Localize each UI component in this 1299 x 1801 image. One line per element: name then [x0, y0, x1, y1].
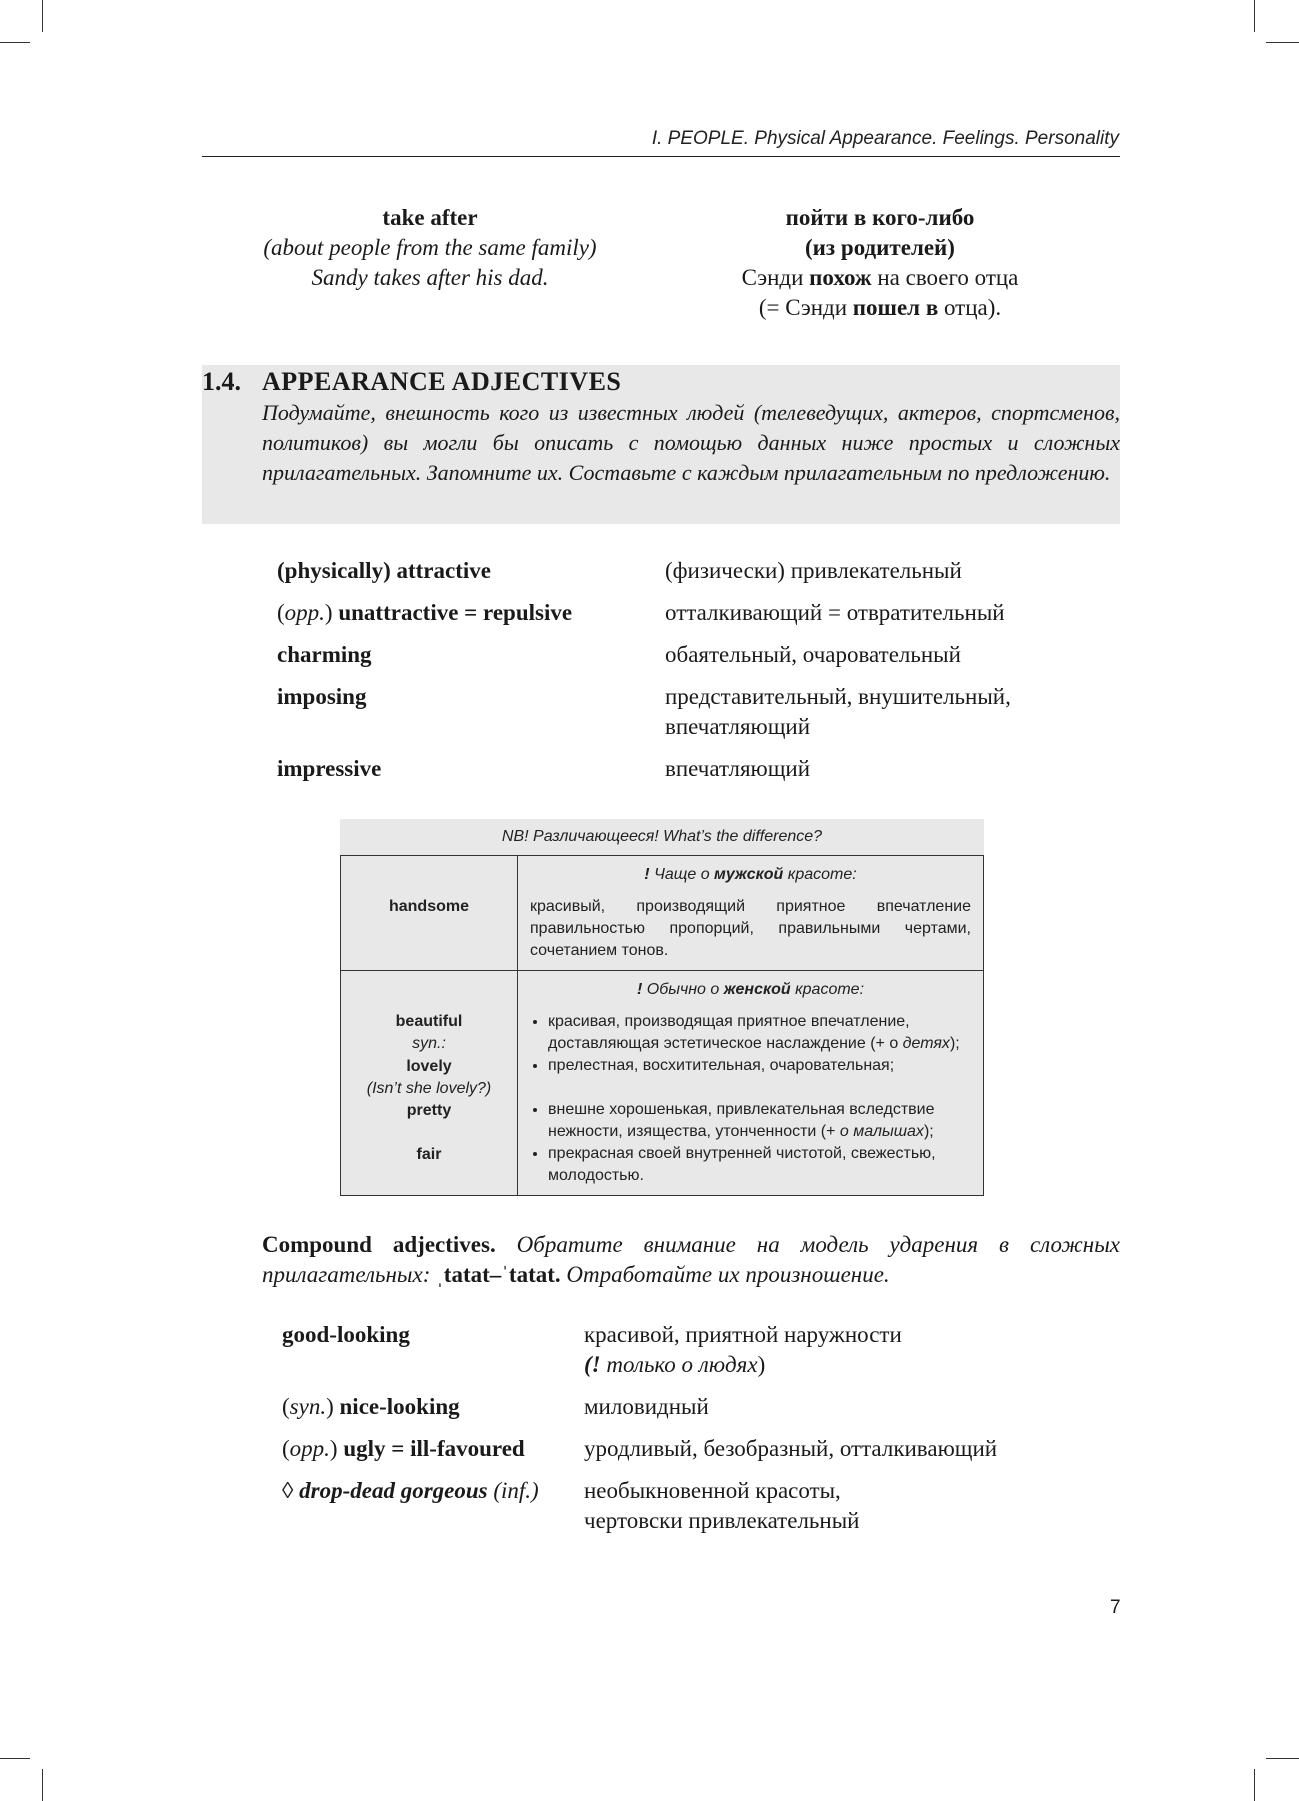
text-italic: Обратите внимание на модель ударения в сложных прилагательных: — [262, 1232, 1120, 1287]
mark: (! — [584, 1352, 601, 1377]
translation: впечатляющий — [665, 756, 811, 781]
term: pretty — [406, 1102, 452, 1120]
usage-note — [518, 971, 983, 1007]
translation: отталкивающий = отвратительный — [665, 600, 1005, 625]
crop-mark — [0, 1758, 30, 1759]
note: (about people from the same family) — [263, 235, 597, 260]
term: handsome — [388, 898, 469, 915]
compound-paragraph — [262, 1230, 1120, 1290]
table-cell — [341, 971, 518, 1196]
section-number: 1.4. — [202, 367, 241, 396]
term: nice-looking — [339, 1394, 460, 1419]
text: прелестная, восхитительная, очаровательная; — [548, 1057, 895, 1074]
vocab-term — [282, 1392, 460, 1422]
text: красоте: — [790, 981, 865, 998]
translation: (физически) привлекательный — [665, 558, 962, 583]
section-instructions: Подумайте, внешность кого из известных людей (телеведущих, актеров, спортсменов, политиков) вы могли бы описать с помощью данных ниже простых и сложных прилагательных. Запомните их. Составьте с каждым прилагательным по предложению. — [262, 400, 1120, 485]
nb-table — [340, 855, 984, 1196]
abbr: opp. — [284, 600, 325, 625]
abbr: opp. — [289, 1436, 330, 1461]
vocab-term — [277, 640, 372, 670]
text: Обычно о — [642, 981, 724, 998]
vocab-translation — [665, 598, 1005, 628]
translation: уродливый, безобразный, отталкивающий — [584, 1436, 998, 1461]
mark: ! — [636, 981, 643, 998]
text-italic: детях — [902, 1035, 950, 1052]
ru-term-note: (из родителей) — [805, 235, 955, 260]
text: Чаще о — [649, 866, 715, 883]
list-item — [548, 1055, 971, 1077]
text-bold: мужской — [714, 866, 784, 883]
translation: представительный, внушительный, — [665, 684, 1011, 709]
text-italic: о малышах — [839, 1123, 924, 1140]
term-stack — [341, 856, 517, 918]
stress-pattern: ˌtatat–ˈtatat. — [436, 1262, 561, 1287]
translation: необыкновенной красоты, — [584, 1478, 841, 1503]
ru-example-1 — [660, 263, 1100, 293]
list-item — [548, 1099, 971, 1143]
vocab-term — [277, 682, 366, 712]
term: good-looking — [282, 1322, 410, 1347]
vocab-translation — [584, 1476, 859, 1536]
text: (= Сэнди — [758, 295, 853, 320]
term: ugly = ill-favoured — [343, 1436, 525, 1461]
term: drop-dead gorgeous — [299, 1478, 488, 1503]
crop-mark — [1266, 1758, 1299, 1759]
page-number: 7 — [1110, 1597, 1121, 1618]
text-bold: женской — [723, 981, 791, 998]
text: ) — [326, 1394, 340, 1419]
crop-mark — [42, 1769, 43, 1801]
abbr: (inf.) — [487, 1478, 539, 1503]
table-cell — [518, 971, 984, 1196]
term: take after — [382, 205, 478, 230]
nb-header: NB! Различающееся! What’s the difference? — [340, 819, 984, 855]
text: внешне хорошенькая, привлекательная вследствие нежности, изящества, утонченности (+ — [548, 1101, 935, 1140]
text: только о людях — [600, 1352, 758, 1377]
ru-term: пойти в кого-либо — [785, 205, 975, 230]
running-head: I. PEOPLE. Physical Appearance. Feelings. Personality — [651, 128, 1119, 149]
vocab-term — [282, 1476, 539, 1506]
term: impressive — [277, 756, 382, 781]
header-rule — [202, 156, 1120, 157]
abbr: syn. — [289, 1394, 327, 1419]
example: Sandy takes after his dad. — [311, 265, 549, 290]
vocab-translation — [665, 640, 961, 670]
ru-example-2 — [660, 293, 1100, 323]
text: ); — [923, 1123, 934, 1140]
definition: красивый, производящий приятное впечатление правильностью пропорций, правильными чертами, сочетанием тонов. — [530, 898, 971, 959]
crop-mark — [1266, 42, 1299, 43]
idiom-mark: ◊ — [282, 1478, 300, 1503]
translation-note — [584, 1350, 902, 1380]
text: красивая, производящая приятное впечатление, доставляющая эстетическое наслаждение (+ о — [548, 1013, 910, 1052]
text: ( — [277, 600, 285, 625]
vocab-term — [282, 1434, 525, 1464]
text-bold: пошел в — [852, 295, 939, 320]
translation: красивой, приятной наружности — [584, 1322, 902, 1347]
vocab-translation — [665, 556, 962, 586]
vocab-term — [277, 754, 381, 784]
crop-mark — [1254, 0, 1255, 32]
example: (Isn’t she lovely?) — [366, 1079, 492, 1097]
abbr: syn.: — [412, 1035, 446, 1053]
text: красоте: — [783, 866, 857, 883]
text-bold: похож — [809, 265, 872, 290]
text: Сэнди — [741, 265, 810, 290]
text-italic: Отработайте их произношение. — [560, 1262, 890, 1287]
text: на своего отца — [871, 265, 1019, 290]
vocab-term — [277, 556, 491, 586]
translation: обаятельный, очаровательный — [665, 642, 961, 667]
vocab-translation — [584, 1320, 902, 1380]
vocab-translation — [584, 1392, 709, 1422]
text: прекрасная своей внутренней чистотой, свежестью, молодостью. — [548, 1145, 936, 1184]
text: ( — [282, 1394, 290, 1419]
table-cell — [341, 856, 518, 971]
take-after-ru — [660, 203, 1100, 323]
term: beautiful — [395, 1013, 463, 1030]
translation: миловидный — [584, 1394, 709, 1419]
vocab-translation — [665, 754, 810, 784]
crop-mark — [42, 0, 43, 32]
term: (physically) attractive — [277, 558, 491, 583]
text: ) — [329, 1436, 344, 1461]
term: imposing — [277, 684, 367, 709]
vocab-translation — [584, 1434, 997, 1464]
term: lovely — [406, 1057, 452, 1075]
lead: Compound adjectives. — [262, 1232, 496, 1257]
text: ); — [949, 1035, 960, 1052]
vocab-term — [282, 1320, 410, 1350]
text: ( — [282, 1436, 290, 1461]
mark: ! — [644, 866, 650, 883]
list-item — [548, 1143, 971, 1187]
spacer — [341, 1122, 517, 1144]
term: unattractive = repulsive — [338, 600, 573, 625]
table-row — [341, 856, 984, 971]
list-item — [548, 1011, 971, 1055]
take-after-en — [230, 203, 630, 293]
crop-mark — [1254, 1769, 1255, 1801]
term: charming — [277, 642, 372, 667]
table-cell — [518, 856, 984, 971]
section-title: APPEARANCE ADJECTIVES — [262, 367, 622, 396]
crop-mark — [0, 42, 30, 43]
term: fair — [416, 1146, 442, 1164]
term-stack — [341, 971, 517, 1167]
translation: впечатляющий — [665, 714, 811, 739]
text: ) — [324, 600, 339, 625]
definition-list — [518, 1007, 983, 1195]
table-row — [341, 971, 984, 1196]
text: ) — [757, 1352, 766, 1377]
vocab-term — [277, 598, 572, 628]
vocab-translation — [665, 682, 1011, 742]
usage-note — [518, 856, 983, 892]
translation: чертовски привлекательный — [584, 1508, 860, 1533]
text: отца). — [938, 295, 1002, 320]
